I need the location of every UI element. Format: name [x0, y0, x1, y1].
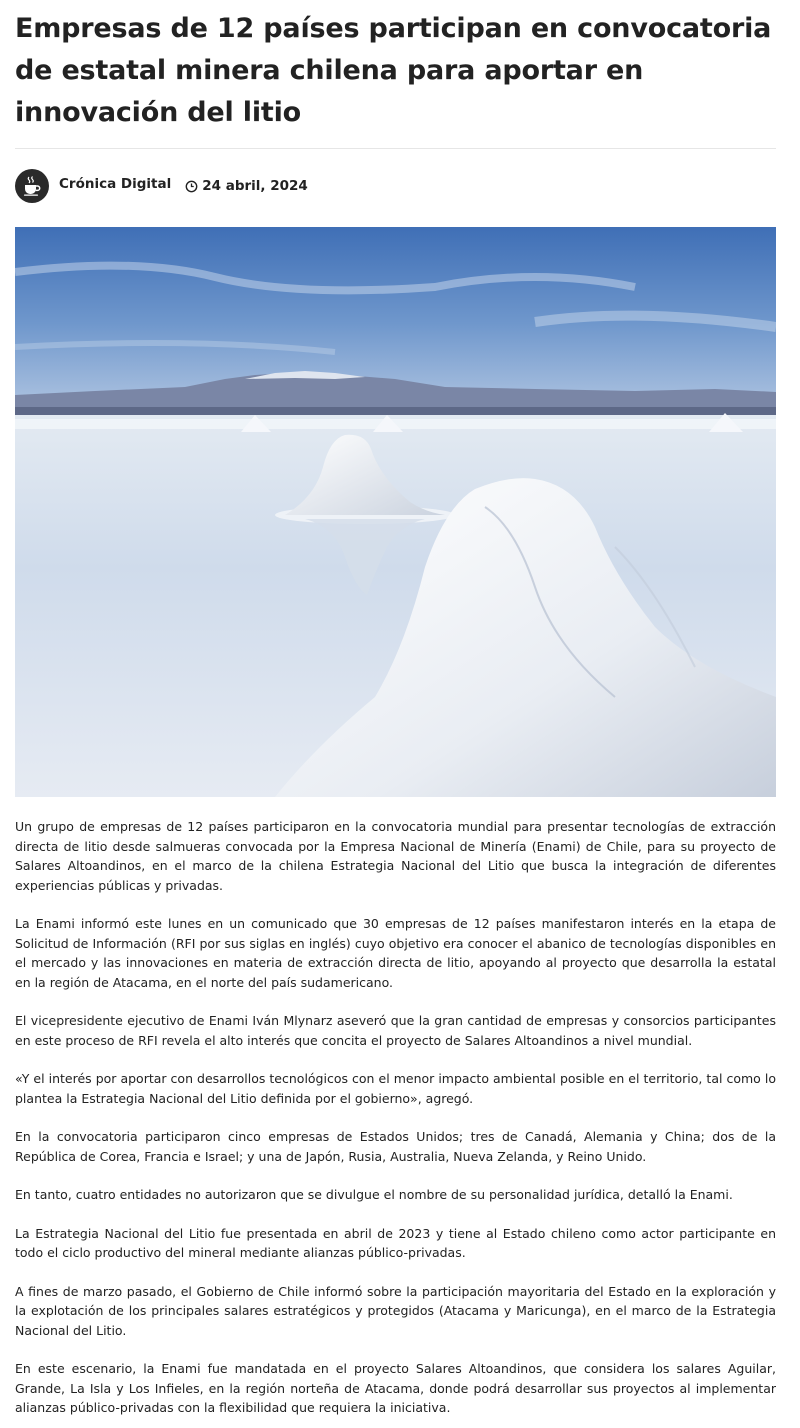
article-paragraph: «Y el interés por aportar con desarrollos tecnológicos con el menor impacto ambiental posible en el territorio, tal como lo plantea la Estrategia Nacional del Litio definida por el gobierno», agregó.: [15, 1071, 776, 1106]
article-meta: [15, 169, 776, 203]
article-paragraph: En tanto, cuatro entidades no autorizaron que se divulgue el nombre de su personalidad jurídica, detalló la Enami.: [15, 1187, 733, 1202]
title-divider: [15, 148, 776, 149]
article-paragraph: Un grupo de empresas de 12 países participaron en la convocatoria mundial para presentar tecnologías de extracción directa de litio desde salmueras convocada por la Empresa Nacional de Minería (Enami) de Chile, para su proyecto de Salares Altoandinos, en el marco de la chilena Estrategia Nacional del Litio que busca la integración de diferentes experiencias públicas y privadas.: [15, 819, 776, 893]
publish-date: [185, 178, 308, 194]
author-avatar[interactable]: [15, 169, 49, 203]
article-paragraph: A fines de marzo pasado, el Gobierno de Chile informó sobre la participación mayoritaria del Estado en la exploración y la explotación de los principales salares estratégicos y protegidos (Atacama y Maricunga), en el marco de la Estrategia Nacional del Litio.: [15, 1283, 776, 1338]
article-paragraph: El vicepresidente ejecutivo de Enami Iván Mlynarz aseveró que la gran cantidad de empresas y consorcios participantes en este proceso de RFI revela el alto interés que concita el proyecto de Salares Altoandinos a nivel mundial.: [15, 1013, 776, 1048]
article-paragraph: En este escenario, la Enami fue mandatada en el proyecto Salares Altoandinos, que considera los salares Aguilar, Grande, La Isla y Los Infieles, en la región norteña de Atacama, donde podrá desarrollar sus proyectos al implementar alianzas público-privadas con la flexibilidad que requiera la iniciativa.: [15, 1361, 776, 1415]
article-paragraph: La Enami informó este lunes en un comunicado que 30 empresas de 12 países manifestaron interés en la etapa de Solicitud de Información (RFI por sus siglas en inglés) cuyo objetivo era conocer el abanico de tecnologías disponibles en el mercado y las innovaciones en materia de extracción directa de litio, apoyando al proyecto que desarrolla la estatal en la región de Atacama, en el norte del país sudamericano.: [15, 916, 776, 990]
article-body: [15, 817, 776, 1418]
article-paragraph: En la convocatoria participaron cinco empresas de Estados Unidos; tres de Canadá, Alemania y China; dos de la República de Corea, Francia e Israel; y una de Japón, Rusia, Australia, Nueva Zelanda, y Reino Unido.: [15, 1129, 776, 1164]
salt-flat-photo: [15, 227, 776, 797]
coffee-cup-icon: [20, 174, 44, 198]
article-paragraph: La Estrategia Nacional del Litio fue presentada en abril de 2023 y tiene al Estado chileno como actor participante en todo el ciclo productivo del mineral mediante alianzas público-privadas.: [15, 1225, 776, 1260]
publish-date-text: 24 abril, 2024: [202, 178, 308, 194]
article-title: Empresas de 12 países participan en convocatoria de estatal minera chilena para aportar en innovación del litio: [15, 13, 772, 128]
clock-icon: [185, 180, 198, 193]
author-name[interactable]: Crónica Digital: [59, 176, 172, 192]
